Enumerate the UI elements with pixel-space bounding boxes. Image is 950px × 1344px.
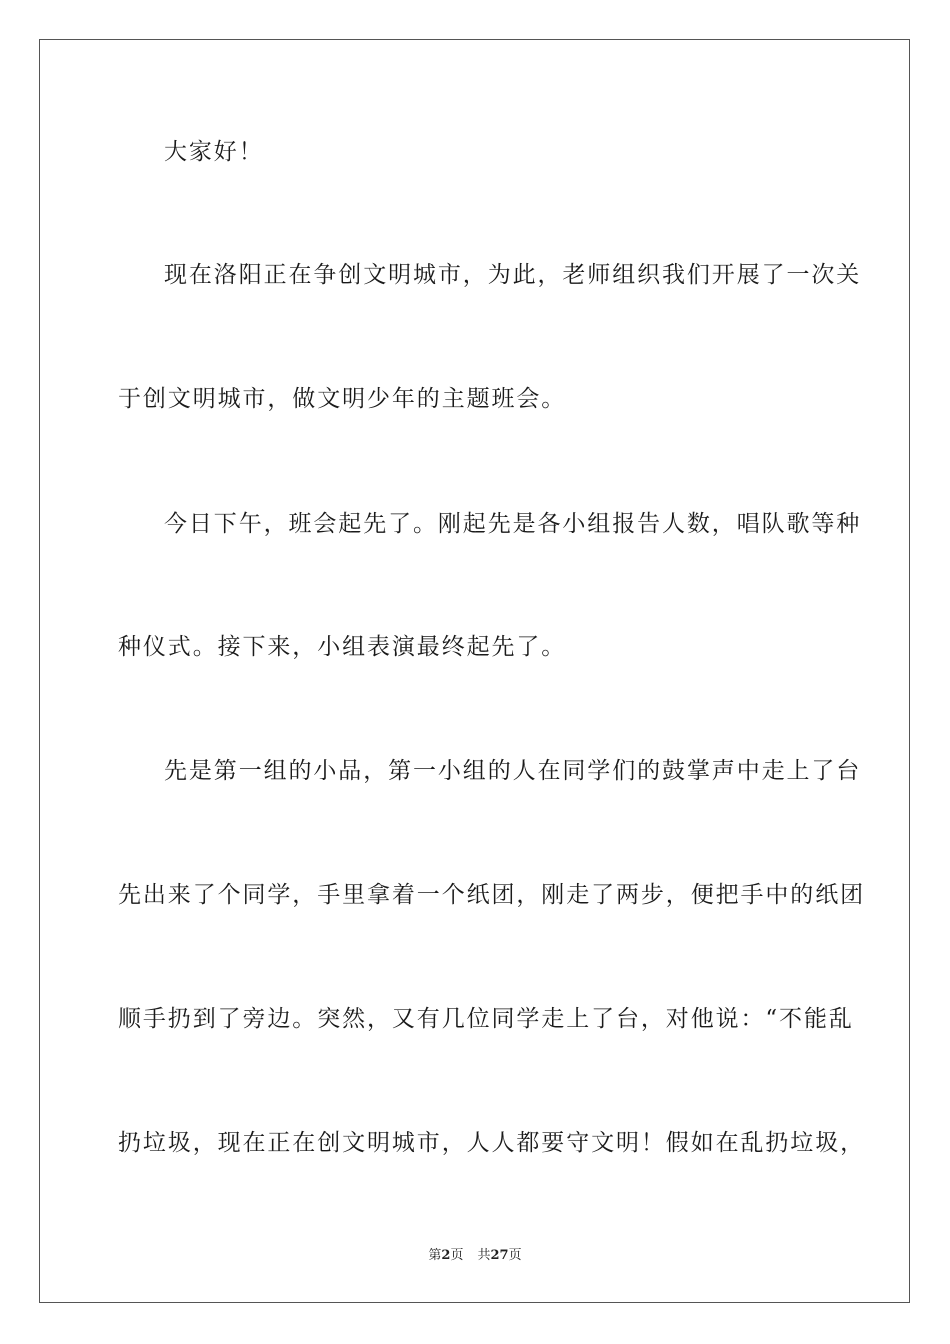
page-suffix: 页 bbox=[450, 1248, 464, 1263]
page-border bbox=[39, 39, 910, 1303]
page-footer bbox=[0, 1247, 950, 1265]
paragraph-2-line-1: 今日下午，班会起先了。刚起先是各小组报告人数，唱队歌等种 bbox=[164, 511, 862, 537]
paragraph-3-line-1: 先是第一组的小品，第一小组的人在同学们的鼓掌声中走上了台 bbox=[164, 758, 862, 784]
page-number: 2 bbox=[441, 1248, 451, 1263]
paragraph-3-line-4: 扔垃圾，现在正在创文明城市，人人都要守文明！假如在乱扔垃圾， bbox=[118, 1130, 865, 1156]
paragraph-1-line-1: 现在洛阳正在争创文明城市，为此，老师组织我们开展了一次关 bbox=[164, 262, 862, 288]
paragraph-1-line-2: 于创文明城市，做文明少年的主题班会。 bbox=[118, 386, 567, 412]
total-prefix: 共 bbox=[477, 1248, 491, 1263]
greeting-line: 大家好！ bbox=[164, 139, 264, 165]
total-suffix: 页 bbox=[508, 1248, 522, 1263]
paragraph-3-line-3: 顺手扔到了旁边。突然，又有几位同学走上了台，对他说：“不能乱 bbox=[118, 1006, 854, 1032]
total-pages: 27 bbox=[490, 1248, 509, 1263]
paragraph-3-line-2: 先出来了个同学，手里拿着一个纸团，刚走了两步，便把手中的纸团 bbox=[118, 882, 865, 908]
page-prefix: 第 bbox=[428, 1248, 442, 1263]
paragraph-2-line-2: 种仪式。接下来，小组表演最终起先了。 bbox=[118, 634, 567, 660]
